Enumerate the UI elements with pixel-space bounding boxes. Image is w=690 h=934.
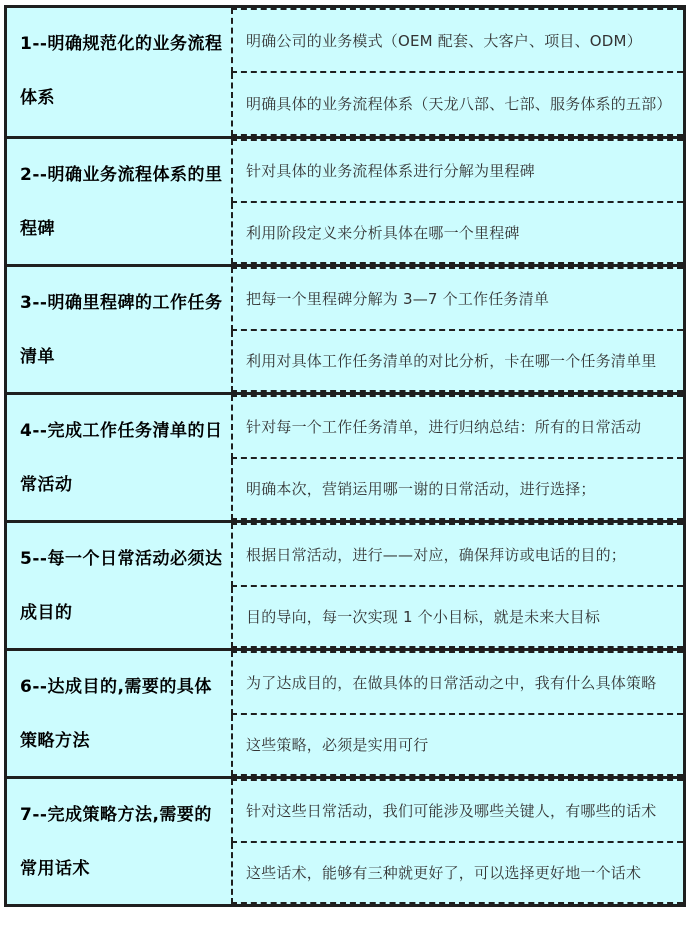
detail-cell: 利用阶段定义来分析具体在哪一个里程碑 [231,203,683,265]
detail-cell: 明确具体的业务流程体系（天龙八部、七部、服务体系的五部） [231,73,683,136]
detail-cell: 这些策略，必须是实用可行 [231,715,683,777]
detail-cell: 为了达成目的，在做具体的日常活动之中，我有什么具体策略 [231,651,683,715]
row-details [231,651,683,776]
row-details [231,779,683,904]
row-heading: 4--完成工作任务清单的日常活动 [7,395,231,520]
process-steps-table [4,5,686,907]
detail-cell: 明确公司的业务模式（OEM 配套、大客户、项目、ODM） [231,8,683,73]
detail-cell: 把每一个里程碑分解为 3—7 个工作任务清单 [231,267,683,331]
detail-cell: 利用对具体工作任务清单的对比分析，卡在哪一个任务清单里 [231,331,683,393]
row-details [231,395,683,520]
table-row [7,264,683,392]
detail-cell: 这些话术，能够有三种就更好了，可以选择更好地一个话术 [231,843,683,905]
row-details [231,267,683,392]
table-row [7,520,683,648]
row-heading: 2--明确业务流程体系的里程碑 [7,139,231,264]
detail-cell: 针对这些日常活动，我们可能涉及哪些关键人，有哪些的话术 [231,779,683,843]
table-row [7,776,683,904]
row-heading: 6--达成目的,需要的具体策略方法 [7,651,231,776]
detail-cell: 明确本次，营销运用哪一谢的日常活动，进行选择； [231,459,683,521]
detail-cell: 根据日常活动，进行——对应，确保拜访或电话的目的； [231,523,683,587]
row-details [231,8,683,136]
row-details [231,523,683,648]
row-heading: 3--明确里程碑的工作任务清单 [7,267,231,392]
detail-cell: 针对具体的业务流程体系进行分解为里程碑 [231,139,683,203]
table-row [7,8,683,136]
detail-cell: 目的导向，每一次实现 1 个小目标，就是未来大目标 [231,587,683,649]
table-row [7,648,683,776]
row-details [231,139,683,264]
detail-cell: 针对每一个工作任务清单，进行归纳总结：所有的日常活动 [231,395,683,459]
row-heading: 1--明确规范化的业务流程体系 [7,8,231,136]
table-row [7,392,683,520]
row-heading: 7--完成策略方法,需要的常用话术 [7,779,231,904]
table-row [7,136,683,264]
row-heading: 5--每一个日常活动必须达成目的 [7,523,231,648]
